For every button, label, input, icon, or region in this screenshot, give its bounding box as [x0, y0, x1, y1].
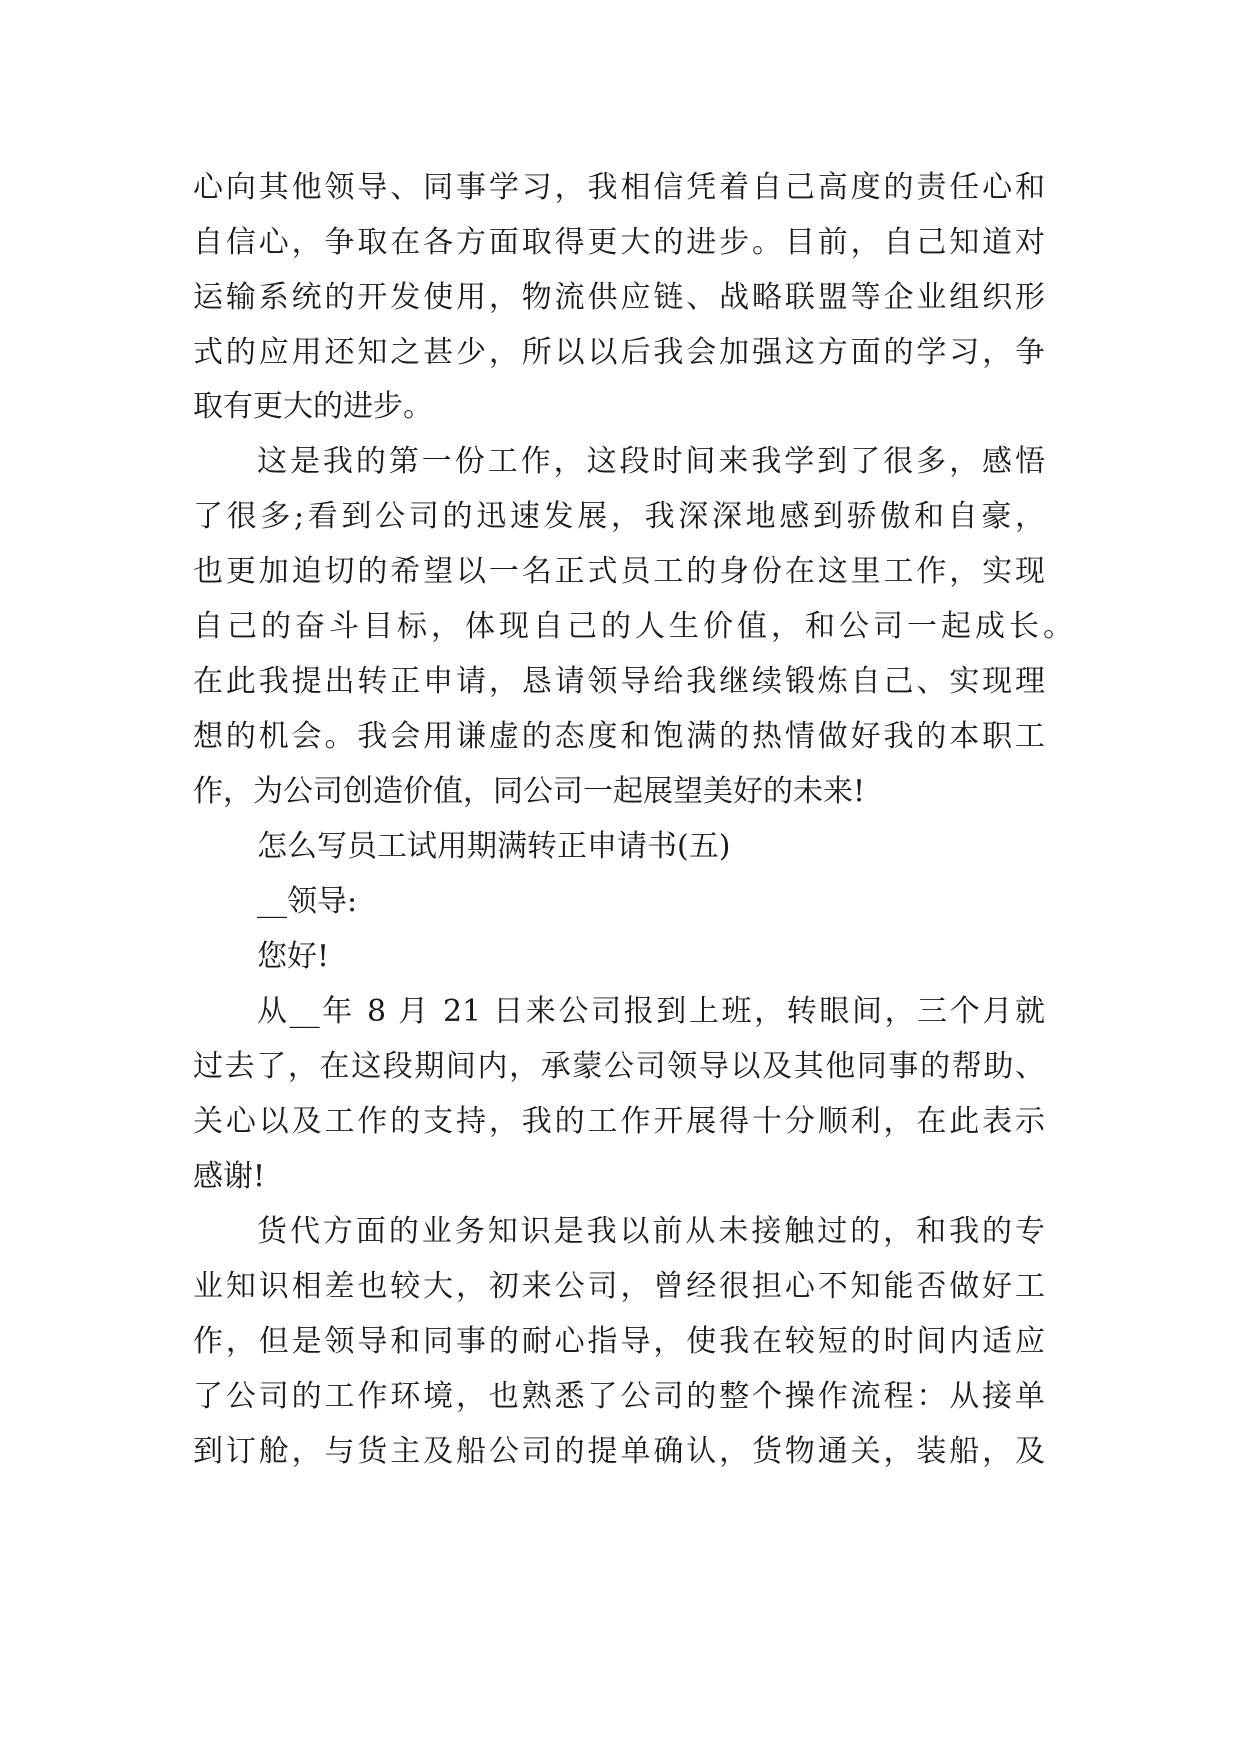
paragraph-line: 自信心，争取在各方面取得更大的进步。目前，自己知道对 — [193, 225, 1045, 260]
paragraph-line: 业知识相差也较大，初来公司，曾经很担心不知能否做好工 — [193, 1269, 1045, 1304]
paragraph-line: 在此我提出转正申请，恳请领导给我继续锻炼自己、实现理 — [193, 664, 1045, 699]
paragraph-line: 式的应用还知之甚少，所以以后我会加强这方面的学习，争 — [193, 335, 1045, 370]
paragraph-line: 这是我的第一份工作，这段时间来我学到了很多，感悟 — [257, 444, 1045, 479]
paragraph-line: 货代方面的业务知识是我以前从未接触过的，和我的专 — [257, 1214, 1045, 1249]
paragraph-line: 心向其他领导、同事学习，我相信凭着自己高度的责任心和 — [193, 170, 1045, 205]
paragraph-line: 了很多;看到公司的迅速发展，我深深地感到骄傲和自豪， — [193, 499, 1045, 534]
greeting: 您好! — [257, 939, 330, 974]
paragraph-line: 运输系统的开发使用，物流供应链、战略联盟等企业组织形 — [193, 280, 1045, 315]
paragraph-line: 从__年 8 月 21 日来公司报到上班，转眼间，三个月就 — [257, 994, 1045, 1029]
paragraph-line: 了公司的工作环境，也熟悉了公司的整个操作流程：从接单 — [193, 1379, 1045, 1414]
paragraph-line: 想的机会。我会用谦虚的态度和饱满的热情做好我的本职工 — [193, 719, 1045, 754]
salutation: __领导: — [257, 884, 358, 919]
paragraph-line: 作，为公司创造价值，同公司一起展望美好的未来! — [193, 774, 866, 809]
paragraph-line: 过去了，在这段期间内，承蒙公司领导以及其他同事的帮助、 — [193, 1049, 1045, 1084]
paragraph-line: 关心以及工作的支持，我的工作开展得十分顺利，在此表示 — [193, 1104, 1045, 1139]
paragraph-line: 也更加迫切的希望以一名正式员工的身份在这里工作，实现 — [193, 554, 1045, 589]
paragraph-line: 作，但是领导和同事的耐心指导，使我在较短的时间内适应 — [193, 1324, 1045, 1359]
paragraph-line: 取有更大的进步。 — [193, 389, 433, 424]
paragraph-line: 感谢! — [193, 1159, 266, 1194]
paragraph-line: 到订舱，与货主及船公司的提单确认，货物通关，装船，及 — [193, 1434, 1045, 1469]
paragraph-line: 自己的奋斗目标，体现自己的人生价值，和公司一起成长。 — [193, 609, 1073, 644]
section-heading: 怎么写员工试用期满转正申请书(五) — [257, 829, 731, 864]
